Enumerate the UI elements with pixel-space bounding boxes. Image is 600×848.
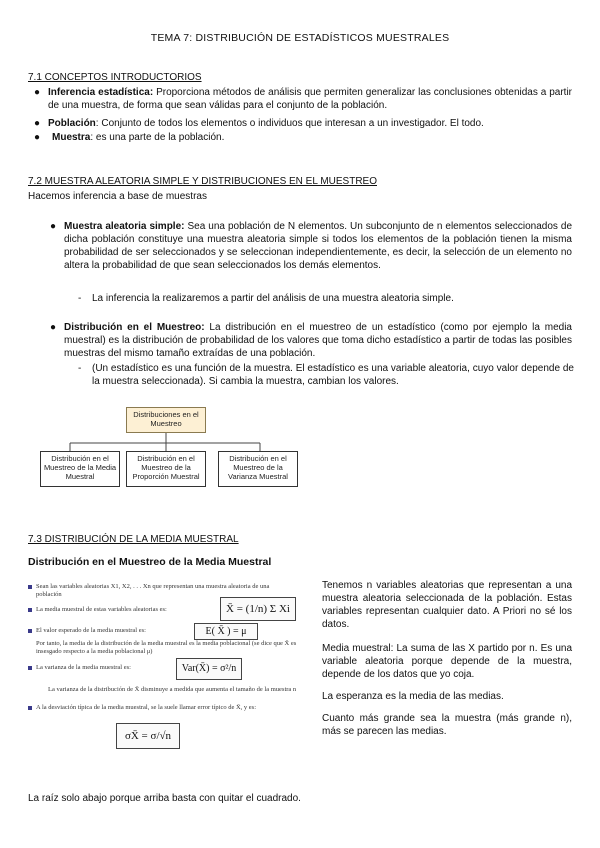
section-7-1-heading: 7.1 CONCEPTOS INTRODUCTORIOS: [28, 72, 202, 83]
formula-variance: Var(X̄) = σ²/n: [176, 658, 242, 680]
dash-icon: -: [78, 363, 82, 374]
section-subheading: Distribución en el Muestreo de la Media Muestral: [28, 556, 272, 568]
term: Población: [48, 118, 96, 129]
square-bullet-icon: [28, 585, 32, 589]
definition: : es una parte de la población.: [90, 132, 225, 143]
diagram-node-proportion: Distribución en el Muestreo de la Proporción Muestral: [126, 451, 206, 487]
list-item: [50, 220, 573, 272]
term: Inferencia estadística:: [48, 87, 154, 98]
figure-line: La varianza de la distribución de X̄ disminuye a medida que aumenta el tamaño de la muestra n: [48, 686, 297, 693]
sub-item: [78, 292, 574, 305]
note-paragraph: Cuanto más grande sea la muestra (más grande n), más se parecen las medias.: [322, 713, 572, 737]
bullet-icon: ●: [34, 132, 41, 143]
square-bullet-icon: [28, 629, 32, 633]
term: Distribución en el Muestreo:: [64, 322, 205, 333]
bullet-icon: ●: [34, 87, 41, 98]
section-7-3-heading: 7.3 DISTRIBUCIÓN DE LA MEDIA MUESTRAL: [28, 534, 239, 545]
sub-text: (Un estadístico es una función de la muestra. El estadístico es una variable aleatoria, cuyo valor depende de la muestra seleccionada). Si cambia la muestra, cambian los valores.: [92, 363, 574, 387]
section-intro: Hacemos inferencia a base de muestras: [28, 191, 207, 202]
note-paragraph: Tenemos n variables aleatorias que representan a una muestra aleatoria seleccionada de la población. Estas variables representan cualquier dato. A Priori no sé los datos.: [322, 580, 572, 630]
diagram-node-variance: Distribución en el Muestreo de la Varianza Muestral: [218, 451, 298, 487]
figure-line: Por tanto, la media de la distribución de la media muestral es la media poblacional (se dice que X̄ es insesgado respecto a la media poblacional μ): [36, 640, 297, 655]
dash-icon: -: [78, 293, 82, 304]
formula-standard-error: σX̄ = σ/√n: [116, 723, 180, 749]
square-bullet-icon: [28, 608, 32, 612]
figure-line: El valor esperado de la media muestral es:: [36, 627, 146, 634]
figure-line: A la desviación típica de la media muestral, se la suele llamar error típico de X̄, y es:: [36, 704, 257, 711]
formula-expectation: E( X̄ ) = μ: [194, 623, 258, 640]
bullet-icon: ●: [34, 118, 41, 129]
diagram-root-node: Distribuciones en el Muestreo: [126, 407, 206, 433]
definition: : Conjunto de todos los elementos o individuos que interesan a un investigador. El todo.: [95, 118, 484, 129]
sub-item: [78, 362, 574, 388]
footer-note: La raíz solo abajo porque arriba basta con quitar el cuadrado.: [28, 793, 301, 804]
diagram-node-mean: Distribución en el Muestreo de la Media Muestral: [40, 451, 120, 487]
definition: Sea una población de N elementos. Un subconjunto de n elementos seleccionados de dicha población constituye una muestra aleatoria simple si todos los elementos de la población tienen la misma probabilidad de ser seleccionados y se seleccionan independientemente, es decir, la selección de un elemento no altera la probabilidad de que sean seleccionados los demás elementos.: [64, 221, 573, 271]
list-item: [34, 131, 572, 144]
square-bullet-icon: [28, 666, 32, 670]
section-7-2-heading: 7.2 MUESTRA ALEATORIA SIMPLE Y DISTRIBUCIONES EN EL MUESTREO: [28, 176, 377, 187]
term: Muestra: [52, 132, 91, 143]
term: Muestra aleatoria simple:: [64, 221, 185, 232]
definition: Proporciona métodos de análisis que permiten generalizar las conclusiones obtenidas a partir de una muestra, de forma que sean válidas para el conjunto de la población.: [48, 87, 573, 111]
list-item: [34, 117, 572, 130]
formula-sample-mean: X̄ = (1/n) Σ Xi: [220, 597, 296, 621]
list-item: [50, 321, 572, 360]
definition: La distribución en el muestreo de un estadístico (como por ejemplo la media muestral) es la distribución de probabilidad de los valores que toma dicho estadístico a partir de todas las posibles muestras del mismo tamaño extraídas de una población.: [64, 322, 572, 359]
figure-line: Sean las variables aleatorias X1, X2, . . . Xn que representan una muestra aleatoria de una población: [36, 583, 270, 598]
figure-line: La media muestral de estas variables aleatorias es:: [36, 606, 167, 613]
figure-line: La varianza de la media muestral es:: [36, 664, 131, 671]
note-paragraph: Media muestral: La suma de las X partido por n. Es una variable aleatoria porque depende de la muestra, depende de los datos que yo coja.: [322, 643, 572, 680]
media-muestral-figure: [28, 580, 298, 750]
page-title: TEMA 7: DISTRIBUCIÓN DE ESTADÍSTICOS MUESTRALES: [150, 32, 450, 44]
bullet-icon: ●: [50, 322, 57, 333]
list-item: [34, 86, 573, 112]
note-paragraph: La esperanza es la media de las medias.: [322, 691, 504, 702]
bullet-icon: ●: [50, 221, 57, 232]
sub-text: La inferencia la realizaremos a partir del análisis de una muestra aleatoria simple.: [92, 293, 454, 304]
square-bullet-icon: [28, 706, 32, 710]
